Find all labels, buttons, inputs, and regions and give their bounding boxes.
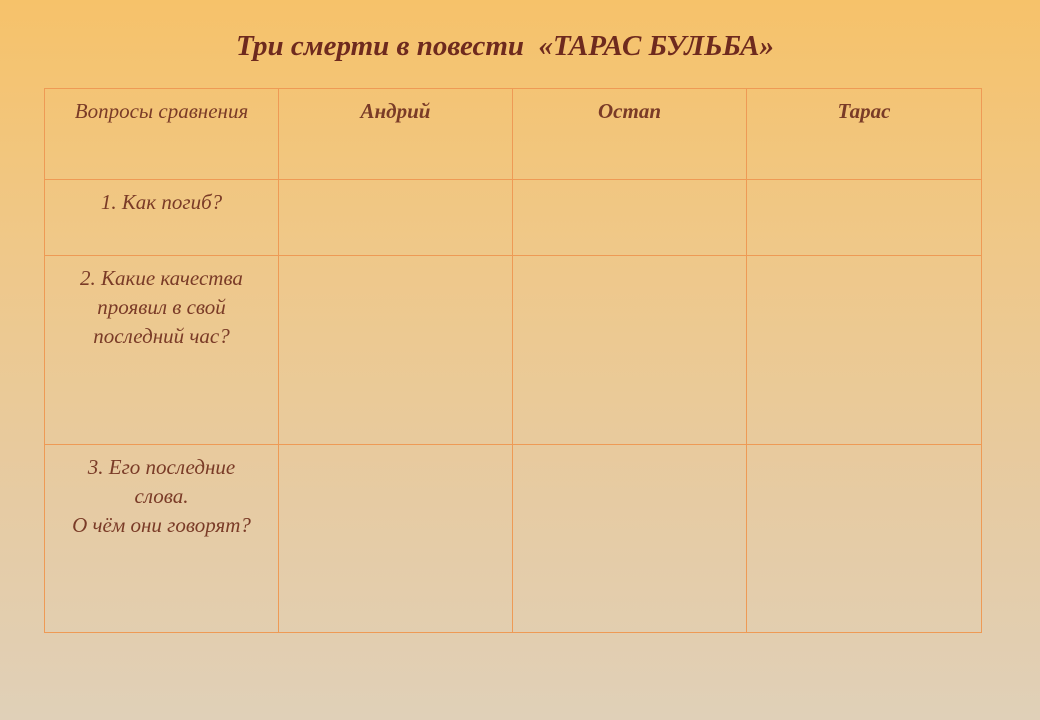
question-cell: 1. Как погиб? bbox=[45, 180, 279, 256]
header-taras: Тарас bbox=[747, 89, 982, 180]
comparison-table bbox=[44, 88, 982, 633]
answer-cell-ostap[interactable] bbox=[513, 180, 747, 256]
answer-cell-andriy[interactable] bbox=[279, 180, 513, 256]
table-header-row bbox=[45, 89, 982, 180]
answer-cell-ostap[interactable] bbox=[513, 256, 747, 445]
answer-cell-andriy[interactable] bbox=[279, 445, 513, 633]
slide-title: Три смерти в повести «ТАРАС БУЛЬБА» bbox=[236, 30, 774, 62]
answer-cell-taras[interactable] bbox=[747, 180, 982, 256]
header-questions: Вопросы сравнения bbox=[45, 89, 279, 180]
answer-cell-ostap[interactable] bbox=[513, 445, 747, 633]
question-cell: 2. Какие качества проявил в свой последний час? bbox=[45, 256, 279, 445]
header-andriy: Андрий bbox=[279, 89, 513, 180]
header-ostap: Остап bbox=[513, 89, 747, 180]
answer-cell-taras[interactable] bbox=[747, 256, 982, 445]
question-cell: 3. Его последние слова. О чём они говорят? bbox=[45, 445, 279, 633]
table-row bbox=[45, 445, 982, 633]
answer-cell-andriy[interactable] bbox=[279, 256, 513, 445]
answer-cell-taras[interactable] bbox=[747, 445, 982, 633]
table-row bbox=[45, 256, 982, 445]
table-row bbox=[45, 180, 982, 256]
